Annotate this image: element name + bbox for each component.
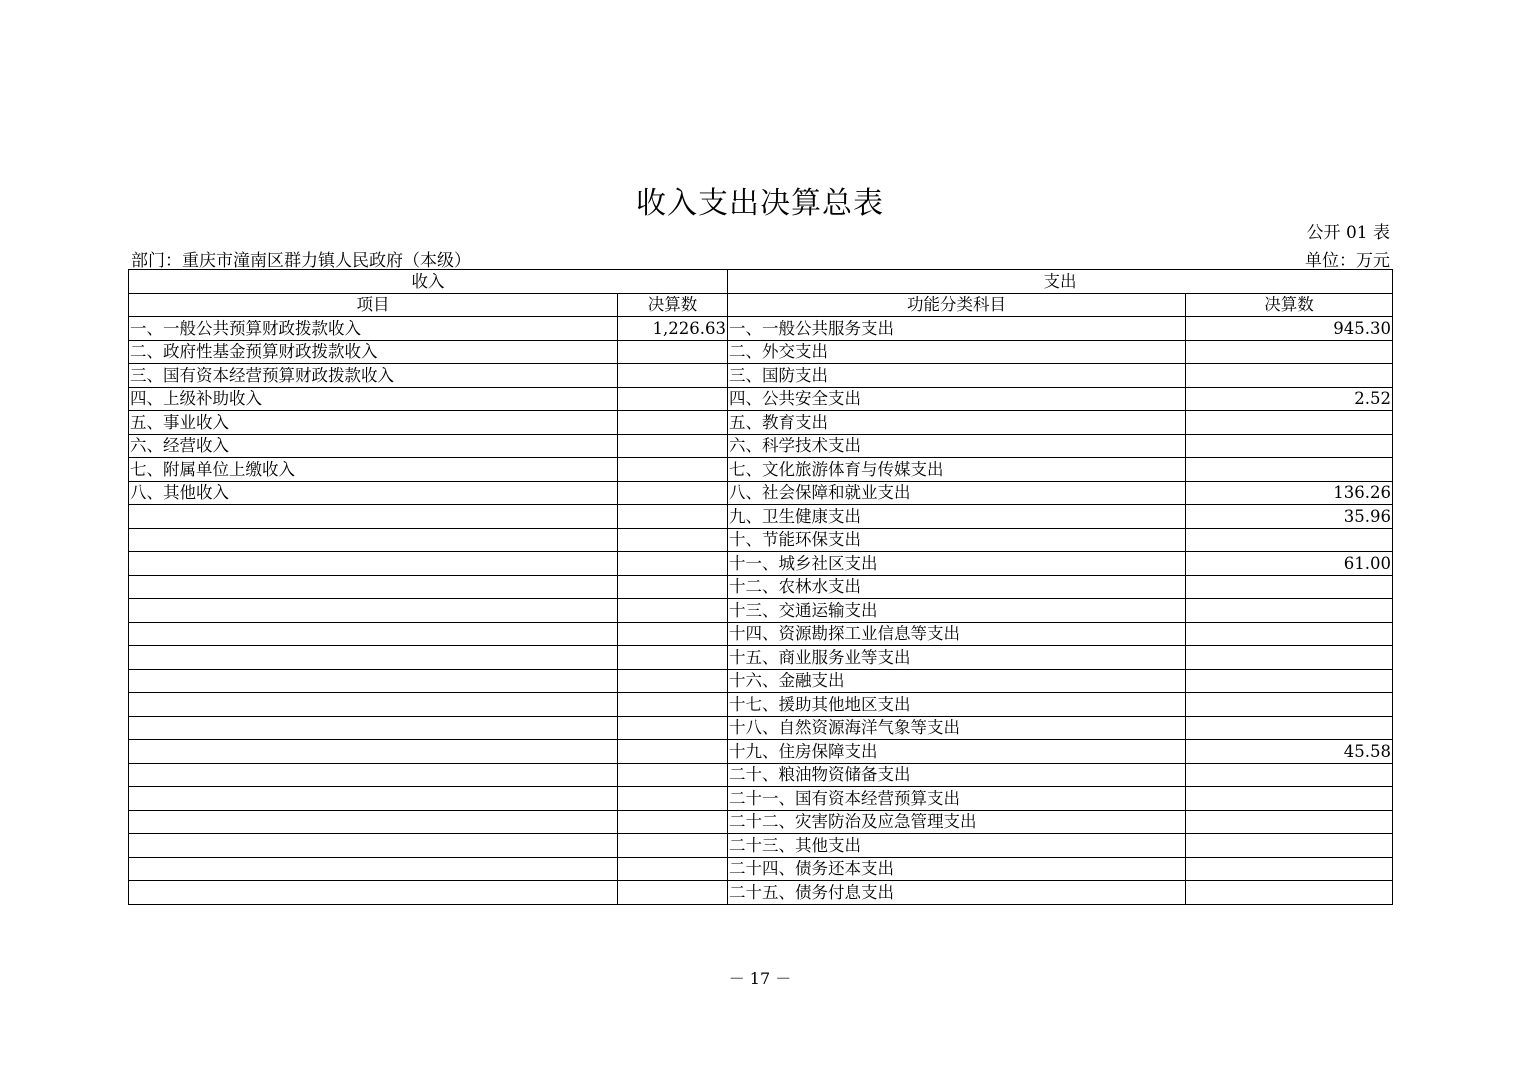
expense-item-cell: 十八、自然资源海洋气象等支出 [728, 716, 1186, 740]
income-amount-cell [618, 810, 728, 834]
income-item-cell: 七、附属单位上缴收入 [129, 458, 618, 482]
expense-item-cell: 十、节能环保支出 [728, 528, 1186, 552]
income-amount-cell [618, 387, 728, 411]
expense-item-header: 功能分类科目 [728, 293, 1186, 317]
expense-item-cell: 九、卫生健康支出 [728, 505, 1186, 529]
income-item-cell [129, 763, 618, 787]
page-title: 收入支出决算总表 [636, 186, 884, 221]
income-item-header: 项目 [129, 293, 618, 317]
expense-amount-cell [1186, 340, 1393, 364]
expense-item-cell: 七、文化旅游体育与传媒支出 [728, 458, 1186, 482]
income-item-cell: 六、经营收入 [129, 434, 618, 458]
income-amount-cell [618, 622, 728, 646]
expense-amount-cell [1186, 599, 1393, 623]
expense-amount-cell [1186, 411, 1393, 435]
expense-amount-cell: 2.52 [1186, 387, 1393, 411]
income-item-cell [129, 693, 618, 717]
income-amount-cell [618, 857, 728, 881]
expense-item-cell: 四、公共安全支出 [728, 387, 1186, 411]
income-amount-cell [618, 693, 728, 717]
income-item-cell [129, 857, 618, 881]
budget-table [128, 269, 1393, 905]
expense-amount-cell [1186, 575, 1393, 599]
expense-amount-cell: 35.96 [1186, 505, 1393, 529]
table-row [129, 505, 1393, 529]
income-amount-cell: 1,226.63 [618, 317, 728, 341]
expense-item-cell: 八、社会保障和就业支出 [728, 481, 1186, 505]
income-amount-cell [618, 787, 728, 811]
table-row [129, 857, 1393, 881]
income-item-cell: 一、一般公共预算财政拨款收入 [129, 317, 618, 341]
page-number: － 17 － [728, 969, 792, 988]
income-amount-cell [618, 716, 728, 740]
income-amount-cell [618, 763, 728, 787]
expense-amount-cell [1186, 669, 1393, 693]
expense-item-cell: 二十二、灾害防治及应急管理支出 [728, 810, 1186, 834]
income-amount-cell [618, 411, 728, 435]
income-amount-cell [618, 481, 728, 505]
income-amount-cell [618, 881, 728, 905]
income-item-cell [129, 740, 618, 764]
table-row [129, 458, 1393, 482]
income-header: 收入 [129, 270, 728, 294]
expense-item-cell: 二十四、债务还本支出 [728, 857, 1186, 881]
income-item-cell [129, 716, 618, 740]
expense-amount-cell [1186, 810, 1393, 834]
table-group-header-row [129, 270, 1393, 294]
expense-item-cell: 十四、资源勘探工业信息等支出 [728, 622, 1186, 646]
expense-item-cell: 十二、农林水支出 [728, 575, 1186, 599]
expense-item-cell: 三、国防支出 [728, 364, 1186, 388]
table-row [129, 622, 1393, 646]
income-amount-cell [618, 575, 728, 599]
income-amount-cell [618, 740, 728, 764]
expense-item-cell: 十六、金融支出 [728, 669, 1186, 693]
expense-amount-cell [1186, 763, 1393, 787]
table-row [129, 881, 1393, 905]
table-row [129, 763, 1393, 787]
income-item-cell [129, 881, 618, 905]
table-row [129, 810, 1393, 834]
income-item-cell [129, 834, 618, 858]
expense-amount-cell [1186, 693, 1393, 717]
table-row [129, 434, 1393, 458]
income-amount-cell [618, 669, 728, 693]
table-row [129, 528, 1393, 552]
expense-amount-cell [1186, 364, 1393, 388]
expense-item-cell: 十七、援助其他地区支出 [728, 693, 1186, 717]
expense-amount-cell: 61.00 [1186, 552, 1393, 576]
income-item-cell: 八、其他收入 [129, 481, 618, 505]
expense-item-cell: 十一、城乡社区支出 [728, 552, 1186, 576]
income-item-cell [129, 622, 618, 646]
income-amount-cell [618, 599, 728, 623]
table-row [129, 740, 1393, 764]
expense-item-cell: 二十、粮油物资储备支出 [728, 763, 1186, 787]
expense-item-cell: 二十一、国有资本经营预算支出 [728, 787, 1186, 811]
income-amount-cell [618, 434, 728, 458]
income-item-cell: 三、国有资本经营预算财政拨款收入 [129, 364, 618, 388]
expense-amount-cell [1186, 787, 1393, 811]
table-row [129, 387, 1393, 411]
form-number: 公开 01 表 [1306, 223, 1390, 243]
income-amount-header: 决算数 [618, 293, 728, 317]
income-item-cell [129, 575, 618, 599]
expense-amount-header: 决算数 [1186, 293, 1393, 317]
expense-amount-cell: 45.58 [1186, 740, 1393, 764]
expense-item-cell: 二十五、债务付息支出 [728, 881, 1186, 905]
income-item-cell [129, 646, 618, 670]
expense-amount-cell [1186, 857, 1393, 881]
income-item-cell [129, 810, 618, 834]
income-item-cell [129, 669, 618, 693]
expense-header: 支出 [728, 270, 1393, 294]
expense-amount-cell [1186, 716, 1393, 740]
table-row [129, 575, 1393, 599]
income-amount-cell [618, 458, 728, 482]
unit-label: 单位：万元 [1305, 251, 1390, 271]
expense-amount-cell: 945.30 [1186, 317, 1393, 341]
expense-amount-cell [1186, 834, 1393, 858]
expense-amount-cell [1186, 646, 1393, 670]
income-item-cell [129, 599, 618, 623]
expense-item-cell: 二、外交支出 [728, 340, 1186, 364]
table-row [129, 552, 1393, 576]
expense-item-cell: 十九、住房保障支出 [728, 740, 1186, 764]
expense-item-cell: 六、科学技术支出 [728, 434, 1186, 458]
table-row [129, 669, 1393, 693]
expense-amount-cell [1186, 622, 1393, 646]
income-item-cell: 四、上级补助收入 [129, 387, 618, 411]
income-amount-cell [618, 552, 728, 576]
income-item-cell: 二、政府性基金预算财政拨款收入 [129, 340, 618, 364]
table-row [129, 481, 1393, 505]
income-amount-cell [618, 364, 728, 388]
income-item-cell [129, 552, 618, 576]
expense-amount-cell [1186, 528, 1393, 552]
table-row [129, 716, 1393, 740]
income-item-cell [129, 505, 618, 529]
table-column-header-row [129, 293, 1393, 317]
income-amount-cell [618, 834, 728, 858]
income-item-cell [129, 528, 618, 552]
income-item-cell: 五、事业收入 [129, 411, 618, 435]
table-row [129, 340, 1393, 364]
expense-item-cell: 十五、商业服务业等支出 [728, 646, 1186, 670]
expense-item-cell: 二十三、其他支出 [728, 834, 1186, 858]
table-row [129, 411, 1393, 435]
income-amount-cell [618, 505, 728, 529]
income-amount-cell [618, 528, 728, 552]
department-label: 部门：重庆市潼南区群力镇人民政府（本级） [131, 251, 471, 271]
expense-amount-cell [1186, 434, 1393, 458]
table-row [129, 364, 1393, 388]
expense-item-cell: 十三、交通运输支出 [728, 599, 1186, 623]
income-amount-cell [618, 646, 728, 670]
income-amount-cell [618, 340, 728, 364]
table-row [129, 646, 1393, 670]
expense-amount-cell: 136.26 [1186, 481, 1393, 505]
table-row [129, 317, 1393, 341]
expense-amount-cell [1186, 458, 1393, 482]
expense-item-cell: 五、教育支出 [728, 411, 1186, 435]
expense-item-cell: 一、一般公共服务支出 [728, 317, 1186, 341]
table-row [129, 693, 1393, 717]
income-item-cell [129, 787, 618, 811]
table-row [129, 834, 1393, 858]
table-row [129, 787, 1393, 811]
table-row [129, 599, 1393, 623]
expense-amount-cell [1186, 881, 1393, 905]
